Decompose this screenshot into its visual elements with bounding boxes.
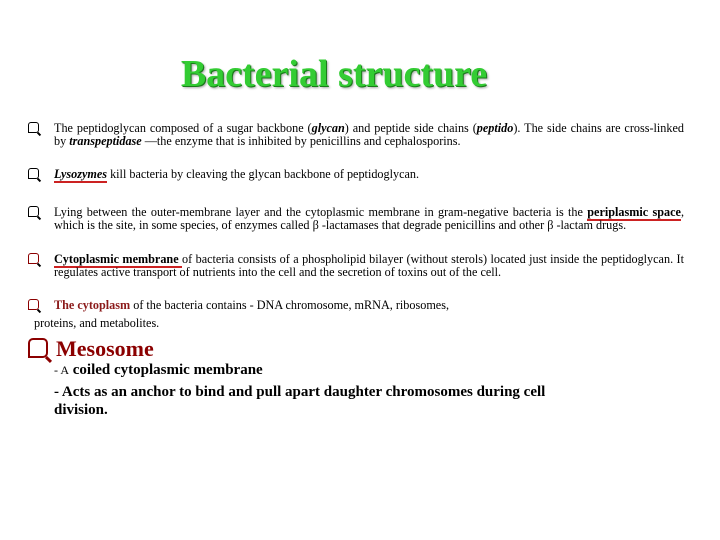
bullet-text-segment: ). The side chains are cross-linked by xyxy=(54,121,685,148)
bullet-text-segment: Cytoplasmic membrane xyxy=(54,252,183,266)
mesosome-line-1-prefix: - A xyxy=(54,363,69,377)
bullet-text-segment: The cytoplasm xyxy=(54,298,131,312)
bullet-text-segment: kill bacteria by cleaving the glycan backbone of peptidoglycan. xyxy=(107,167,420,181)
slide-title: Bacterial structure xyxy=(180,53,488,95)
bullet-text xyxy=(54,206,684,232)
bullet-text-segment: , which is the site, in some species, of enzymes called β -lactamases that degrade penicillins and other β -lactam drugs. xyxy=(54,205,684,232)
bullet-text xyxy=(54,122,684,148)
checkbox-bullet-icon xyxy=(28,206,42,219)
checkbox-bullet-icon xyxy=(28,253,42,266)
bullet-text xyxy=(54,253,684,279)
bullet-text-segment: ) and peptide side chains ( xyxy=(344,121,477,135)
bullet-text-segment: —the enzyme that is inhibited by penicillins and cephalosporins. xyxy=(141,134,461,148)
bullet-text-segment: peptido xyxy=(476,121,514,135)
bullet-text-segment: glycan xyxy=(311,121,345,135)
bullet-text-segment: Lying between the outer-membrane layer and the cytoplasmic membrane in gram-negative bacteria is the xyxy=(54,205,588,219)
checkbox-bullet-icon xyxy=(28,299,42,312)
bullet-text xyxy=(54,168,684,181)
bullet-text-segment: of the bacteria contains - DNA chromosome, mRNA, ribosomes, xyxy=(130,298,450,312)
bullet-text-segment: transpeptidase xyxy=(69,134,142,148)
checkbox-bullet-icon xyxy=(28,122,42,135)
bullet-text-segment: The peptidoglycan composed of a sugar backbone ( xyxy=(54,121,312,135)
mesosome-line-1 xyxy=(54,361,654,379)
mesosome-line-3: division. xyxy=(54,402,108,418)
mesosome-heading xyxy=(28,336,154,362)
mesosome-heading-text: Mesosome xyxy=(56,336,154,361)
checkbox-bullet-icon xyxy=(28,338,48,358)
bullet-text-segment: of bacteria consists of a phospholipid bilayer (without sterols) located just inside the peptidoglycan. It regulates active transport of nutrients into the cell and the secretion of toxins out of the cell. xyxy=(54,252,684,279)
continuation-text: proteins, and metabolites. xyxy=(34,316,160,330)
mesosome-line-2: - Acts as an anchor to bind and pull apart daughter chromosomes during cell xyxy=(54,384,546,400)
checkbox-bullet-icon xyxy=(28,168,42,181)
bullet-text-segment: periplasmic space xyxy=(587,205,681,219)
bullet-text xyxy=(54,299,684,312)
bullet-text-segment: Lysozymes xyxy=(54,167,108,181)
mesosome-line-1-text: coiled cytoplasmic membrane xyxy=(69,362,263,378)
